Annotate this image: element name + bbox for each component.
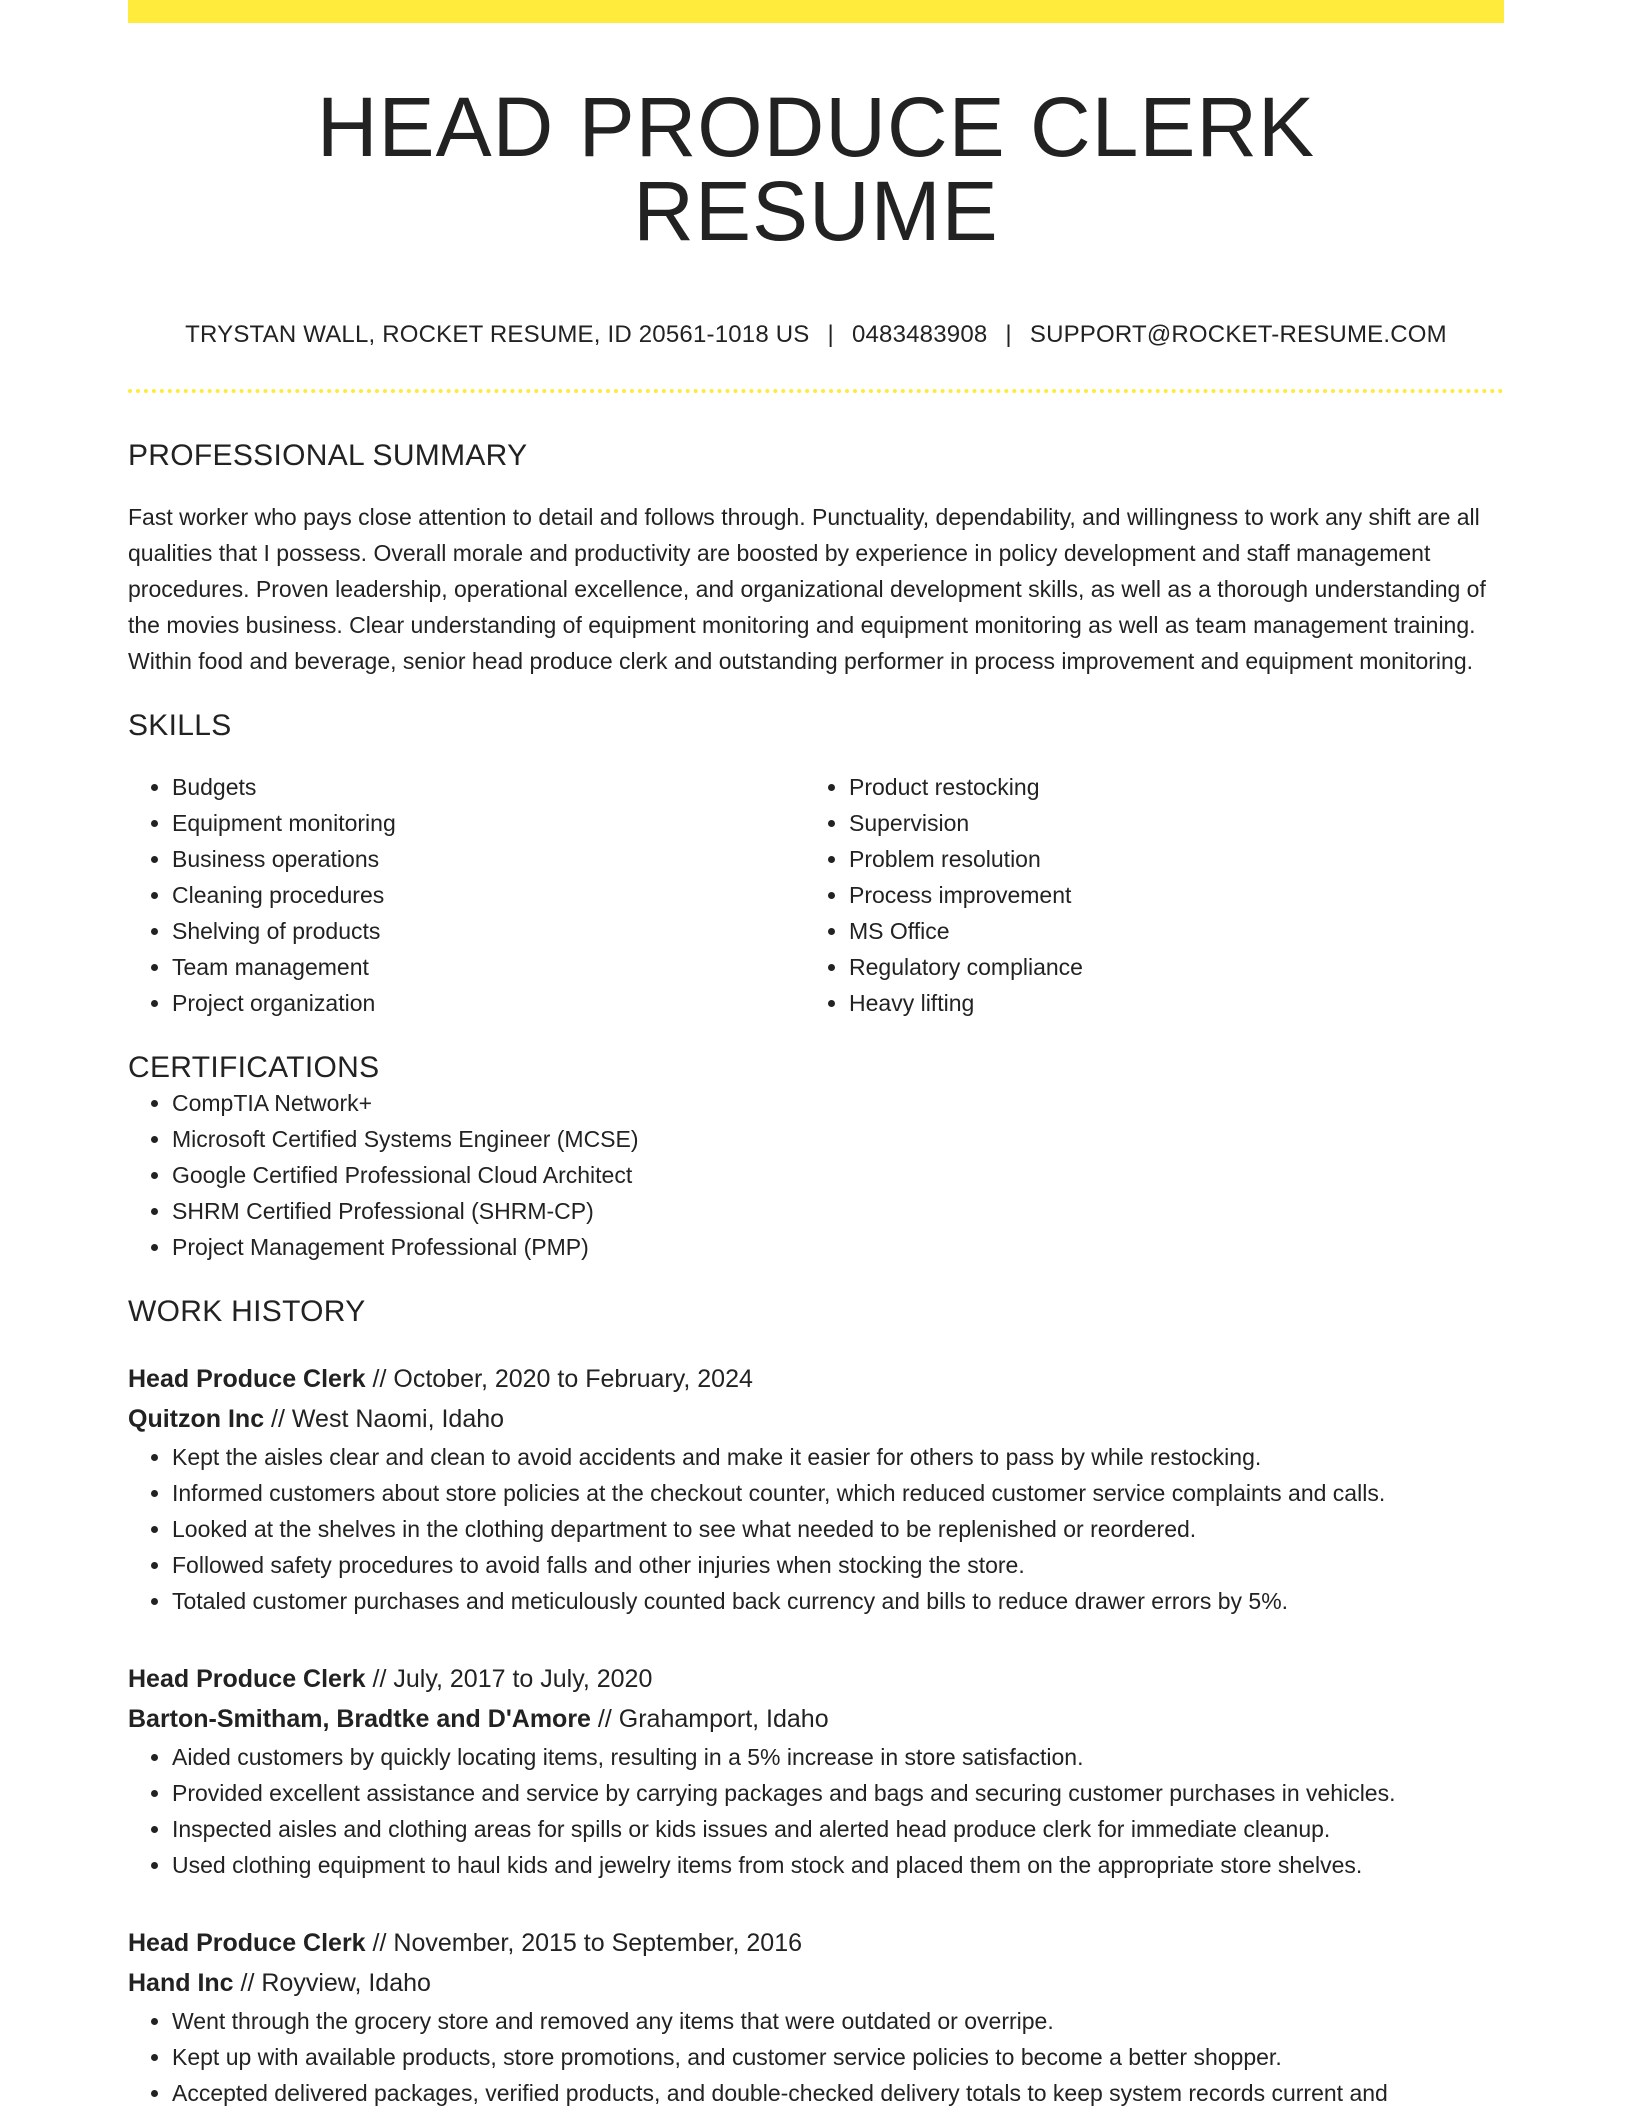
skill-item: • Process improvement (849, 877, 1504, 913)
contact-address: TRYSTAN WALL, ROCKET RESUME, ID 20561-1018 US (185, 321, 810, 348)
job-entry (128, 1359, 1504, 1619)
skill-item: • Supervision (849, 805, 1504, 841)
certification-item: • Project Management Professional (PMP) (172, 1229, 1504, 1265)
job-dates: November, 2015 to September, 2016 (393, 1929, 802, 1957)
job-company-line (128, 1699, 1504, 1739)
skill-item: • Cleaning procedures (172, 877, 816, 913)
skill-item: • MS Office (849, 913, 1504, 949)
job-dates: July, 2017 to July, 2020 (393, 1665, 653, 1693)
job-title: Head Produce Clerk (128, 1365, 366, 1393)
job-company-line (128, 1963, 1504, 2003)
job-bullets (128, 1439, 1504, 1619)
certification-item: • SHRM Certified Professional (SHRM-CP) (172, 1193, 1504, 1229)
page-title: HEAD PRODUCE CLERK RESUME (316, 80, 1316, 258)
job-location: Grahamport, Idaho (618, 1705, 829, 1733)
job-company: Barton-Smitham, Bradtke and D'Amore (128, 1705, 591, 1733)
job-location: West Naomi, Idaho (291, 1405, 505, 1433)
job-bullet: • Inspected aisles and clothing areas for spills or kids issues and alerted head produce clerk for immediate cleanup. (172, 1811, 1504, 1847)
skills-column-left (128, 769, 816, 1021)
top-accent-bar (128, 0, 1504, 23)
skill-item: • Product restocking (849, 769, 1504, 805)
skill-item: • Shelving of products (172, 913, 816, 949)
skill-item: • Project organization (172, 985, 816, 1021)
skill-item: • Budgets (172, 769, 816, 805)
skills-heading: SKILLS (128, 709, 232, 742)
job-bullet: • Looked at the shelves in the clothing department to see what needed to be replenished or reordered. (172, 1511, 1504, 1547)
contact-separator: | (827, 321, 834, 348)
job-separator: // (590, 1705, 619, 1733)
certifications-list (128, 1085, 1504, 1265)
job-bullet: • Kept the aisles clear and clean to avoid accidents and make it easier for others to pass by while restocking. (172, 1439, 1504, 1475)
summary-heading: PROFESSIONAL SUMMARY (128, 439, 528, 472)
job-bullet: • Provided excellent assistance and service by carrying packages and bags and securing customer purchases in vehicles. (172, 1775, 1504, 1811)
contact-line (128, 321, 1504, 349)
skill-item: • Team management (172, 949, 816, 985)
job-bullet: • Used clothing equipment to haul kids and jewelry items from stock and placed them on the appropriate store shelves. (172, 1847, 1504, 1883)
skill-item: • Regulatory compliance (849, 949, 1504, 985)
job-separator: // (365, 1929, 394, 1957)
certification-item: • CompTIA Network+ (172, 1085, 1504, 1121)
job-entry (128, 1659, 1504, 1883)
skills-list-right (816, 769, 1504, 1021)
job-company: Hand Inc (128, 1969, 234, 1997)
job-bullet: • Informed customers about store policies at the checkout counter, which reduced customer service complaints and calls. (172, 1475, 1504, 1511)
job-separator: // (264, 1405, 292, 1433)
job-entry (128, 1923, 1504, 2111)
contact-separator: | (1005, 321, 1012, 348)
job-bullet: • Totaled customer purchases and meticulously counted back currency and bills to reduce drawer errors by 5%. (172, 1583, 1504, 1619)
job-separator: // (233, 1969, 262, 1997)
job-company-line (128, 1399, 1504, 1439)
resume-page (128, 0, 1504, 2111)
job-title: Head Produce Clerk (128, 1929, 366, 1957)
job-bullet: • Aided customers by quickly locating items, resulting in a 5% increase in store satisfaction. (172, 1739, 1504, 1775)
skills-grid (128, 769, 1504, 1021)
work-history-heading: WORK HISTORY (128, 1295, 366, 1328)
job-title-line (128, 1659, 1504, 1699)
skill-item: • Heavy lifting (849, 985, 1504, 1021)
skill-item: • Business operations (172, 841, 816, 877)
job-title: Head Produce Clerk (128, 1665, 366, 1693)
job-title-line (128, 1923, 1504, 1963)
job-separator: // (365, 1365, 394, 1393)
job-bullet: • Went through the grocery store and removed any items that were outdated or overripe. (172, 2003, 1504, 2039)
summary-text: Fast worker who pays close attention to detail and follows through. Punctuality, dependability, and willingness to work any shift are all qualities that I possess. Overall morale and productivity are boosted by experience in policy development and staff management procedures. Proven leadership, operational excellence, and organizational development skills, as well as a thorough understanding of the movies business. Clear understanding of equipment monitoring and equipment monitoring as well as team management training. Within food and beverage, senior head produce clerk and outstanding performer in process improvement and equipment monitoring. (128, 504, 1486, 674)
certification-item: • Google Certified Professional Cloud Architect (172, 1157, 1504, 1193)
job-company: Quitzon Inc (128, 1405, 265, 1433)
contact-email: SUPPORT@ROCKET-RESUME.COM (1029, 321, 1447, 348)
skills-list-left (128, 769, 816, 1021)
skills-column-right (816, 769, 1504, 1021)
certifications-heading: CERTIFICATIONS (128, 1051, 380, 1084)
job-dates: October, 2020 to February, 2024 (393, 1365, 753, 1393)
certification-item: • Microsoft Certified Systems Engineer (MCSE) (172, 1121, 1504, 1157)
job-separator: // (365, 1665, 394, 1693)
job-bullets (128, 1739, 1504, 1883)
dotted-divider (128, 389, 1504, 393)
job-bullet: • Accepted delivered packages, verified products, and double-checked delivery totals to keep system records current and (172, 2075, 1504, 2111)
skill-item: • Equipment monitoring (172, 805, 816, 841)
skill-item: • Problem resolution (849, 841, 1504, 877)
job-location: Royview, Idaho (261, 1969, 431, 1997)
job-title-line (128, 1359, 1504, 1399)
contact-phone: 0483483908 (851, 321, 988, 348)
job-bullet: • Kept up with available products, store promotions, and customer service policies to become a better shopper. (172, 2039, 1504, 2075)
job-bullet: • Followed safety procedures to avoid falls and other injuries when stocking the store. (172, 1547, 1504, 1583)
job-bullets (128, 2003, 1504, 2111)
